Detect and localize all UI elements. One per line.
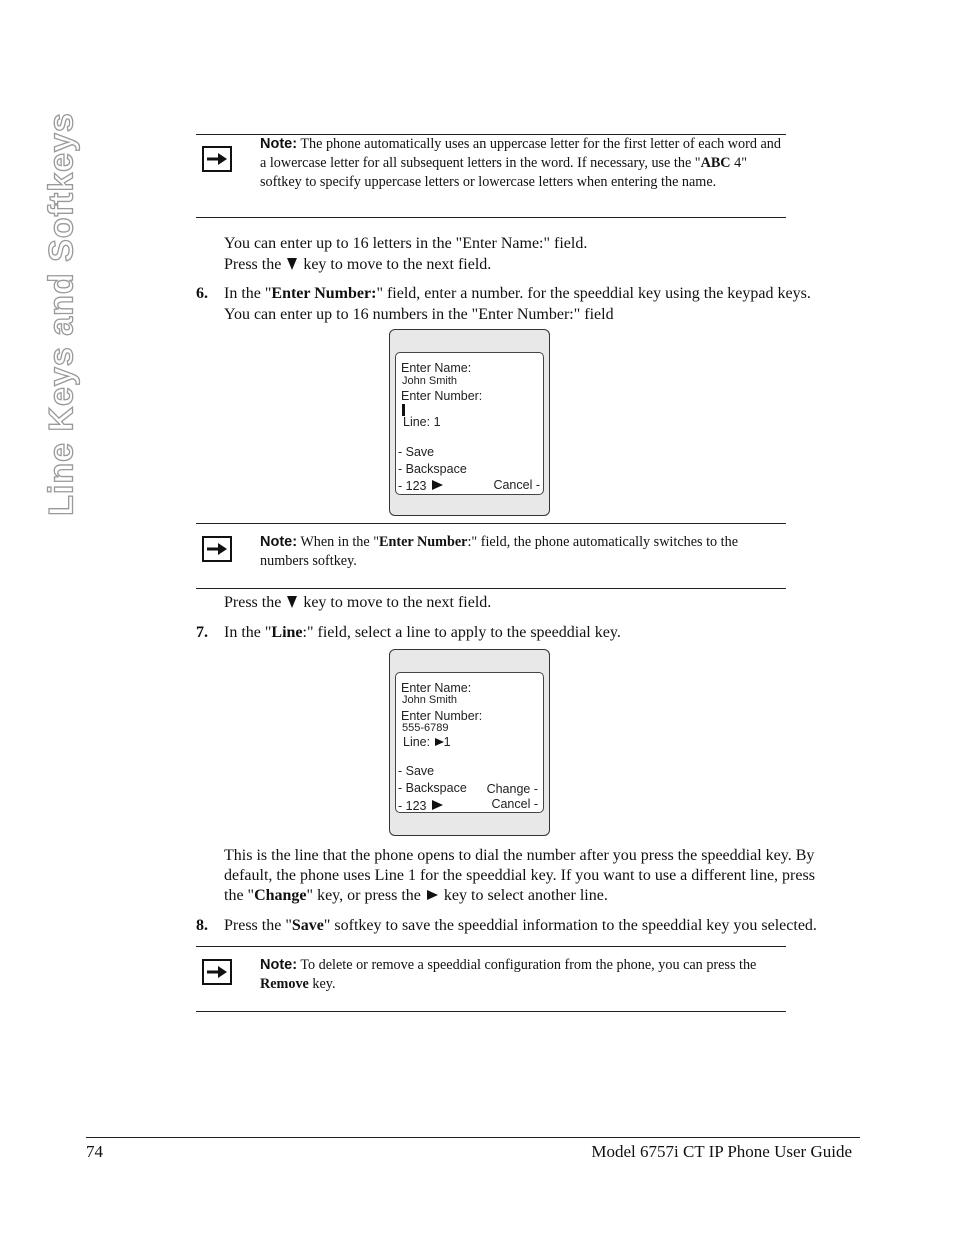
mode-softkey: - 123 <box>398 479 445 493</box>
down-arrow-key-icon <box>287 258 297 270</box>
note-label: Note: <box>260 534 298 550</box>
right-arrow-icon <box>432 800 443 810</box>
change-softkey: Change - <box>486 782 538 796</box>
enter-number-label: Enter Number: <box>401 389 483 403</box>
enter-name-label: Enter Name: <box>401 681 472 695</box>
footer-rule <box>86 1137 860 1138</box>
step-6-text: In the "Enter Number:" field, enter a number. for the speeddial key using the keypad keys. <box>224 285 811 302</box>
note-arrow-icon <box>202 536 232 562</box>
step-number-7: 7. <box>196 624 208 641</box>
note-text-3: Note: To delete or remove a speeddial configuration from the phone, you can press the Remove key. <box>260 957 757 992</box>
right-arrow-icon <box>435 738 444 746</box>
note-box-1 <box>196 134 786 218</box>
save-softkey: - Save <box>398 764 435 778</box>
paragraph-next-field-2: Press the key to move to the next field. <box>224 594 492 611</box>
step-number-8: 8. <box>196 917 208 934</box>
step-6-text-line2: You can enter up to 16 numbers in the "Enter Number:" field <box>224 306 614 323</box>
enter-name-label: Enter Name: <box>401 361 472 375</box>
line-field: Line: 1 <box>403 735 451 749</box>
enter-number-label: Enter Number: <box>401 709 483 723</box>
page-number: 74 <box>86 1142 103 1161</box>
phone-screen-line-select <box>389 649 550 836</box>
backspace-softkey: - Backspace <box>398 781 467 795</box>
paragraph-next-field: Press the key to move to the next field. <box>224 256 492 273</box>
name-value: John Smith <box>402 375 458 387</box>
paragraph-name-limit: You can enter up to 16 letters in the "Enter Name:" field. <box>224 235 588 252</box>
note-box-3 <box>196 946 786 1012</box>
note-text-1: Note: The phone automatically uses an uppercase letter for the first letter of each word and a lowercase letter for all subsequent letters in the word. If necessary, use the "ABC 4" softkey to specify uppercase letters or lowercase letters when entering the name. <box>260 136 781 190</box>
save-softkey: - Save <box>398 445 435 459</box>
phone-screen-enter-number <box>389 329 550 516</box>
side-section-title <box>42 108 82 520</box>
note-box-2 <box>196 523 786 589</box>
step-number-6: 6. <box>196 285 208 302</box>
note-arrow-icon <box>202 146 232 172</box>
paragraph-line-info-3: the "Change" key, or press the key to select another line. <box>224 887 608 904</box>
guide-title: Model 6757i CT IP Phone User Guide <box>591 1142 852 1161</box>
side-title-text: Line Keys and Softkeys <box>42 112 81 516</box>
note-arrow-icon <box>202 959 232 985</box>
note-label: Note: <box>260 136 298 152</box>
paragraph-line-info-1: This is the line that the phone opens to dial the number after you press the speeddial key. By <box>224 847 815 864</box>
line-field: Line: 1 <box>403 415 441 429</box>
step-7-text: In the "Line:" field, select a line to apply to the speeddial key. <box>224 624 621 641</box>
mode-softkey: - 123 <box>398 799 445 813</box>
backspace-softkey: - Backspace <box>398 462 467 476</box>
paragraph-line-info-2: default, the phone uses Line 1 for the speeddial key. If you want to use a different line, press <box>224 867 815 884</box>
down-arrow-key-icon <box>287 596 297 608</box>
cancel-softkey: Cancel - <box>491 797 538 811</box>
note-text-2: Note: When in the "Enter Number:" field, the phone automatically switches to the numbers softkey. <box>260 534 738 569</box>
step-8-text: Press the "Save" softkey to save the speeddial information to the speeddial key you selected. <box>224 917 817 934</box>
right-arrow-icon <box>432 480 443 490</box>
right-arrow-key-icon <box>427 890 438 900</box>
note-label: Note: <box>260 957 298 973</box>
number-value: 555-6789 <box>402 722 449 734</box>
name-value: John Smith <box>402 694 458 706</box>
cancel-softkey: Cancel - <box>493 478 540 492</box>
